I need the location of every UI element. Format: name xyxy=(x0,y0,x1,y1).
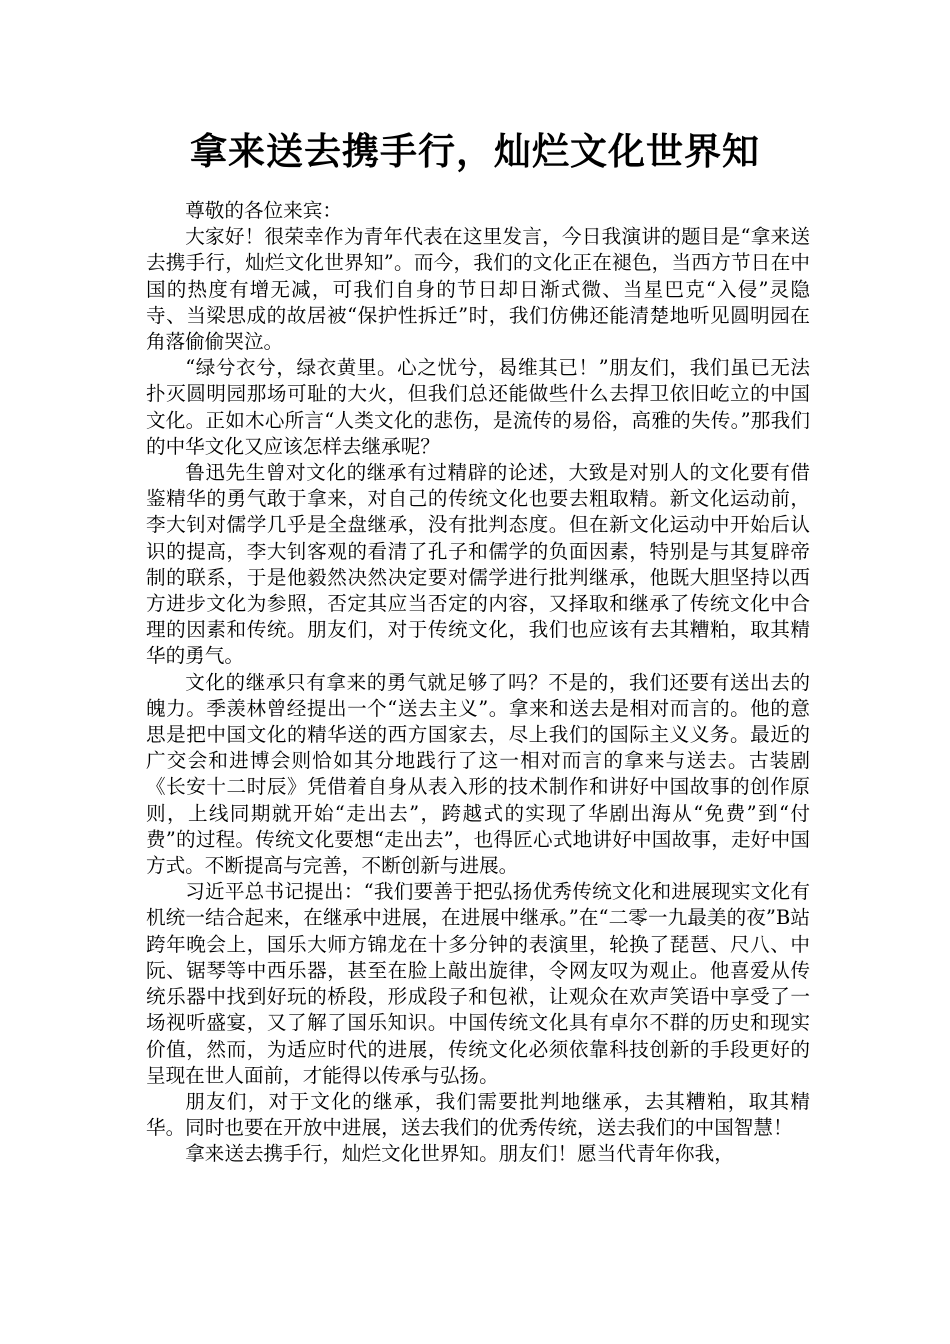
paragraph: “绿兮衣兮，绿衣黄里。心之忧兮，曷维其已！”朋友们，我们虽已无法扑灭圆明园那场可耻的大火，但我们总还能做些什么去捍卫依旧屹立的中国文化。正如木心所言“人类文化的悲伤，是流传的易俗，高雅的失传。”那我们的中华文化又应该怎样去继承呢？ xyxy=(146,356,810,458)
document-body xyxy=(146,198,810,1168)
paragraph: 鲁迅先生曾对文化的继承有过精辟的论述，大致是对别人的文化要有借鉴精华的勇气敢于拿来，对自己的传统文化也要去粗取精。新文化运动前，李大钊对儒学几乎是全盘继承，没有批判态度。但在新文化运动中开始后认识的提高，李大钊客观的看清了孔子和儒学的负面因素，特别是与其复辟帝制的联系，于是他毅然决然决定要对儒学进行批判继承，他既大胆坚持以西方进步文化为参照，否定其应当否定的内容，又择取和继承了传统文化中合理的因素和传统。朋友们，对于传统文化，我们也应该有去其糟粕，取其精华的勇气。 xyxy=(146,461,810,668)
paragraph: 拿来送去携手行，灿烂文化世界知。朋友们！愿当代青年你我， xyxy=(185,1142,734,1166)
paragraph: 文化的继承只有拿来的勇气就足够了吗？不是的，我们还要有送出去的魄力。季羡林曾经提出一个“送去主义”。拿来和送去是相对而言的。他的意思是把中国文化的精华送的西方国家去，尽上我们的国际主义义务。最近的广交会和进博会则恰如其分地践行了这一相对而言的拿来与送去。古装剧《长安十二时辰》凭借着自身从表入形的技术制作和讲好中国故事的创作原则，上线同期就开始“走出去”，跨越式的实现了华剧出海从“免费”到“付费”的过程。传统文化要想“走出去”，也得匠心式地讲好中国故事，走好中国方式。不断提高与完善，不断创新与进展。 xyxy=(146,670,810,878)
paragraph: 习近平总书记提出：“我们要善于把弘扬优秀传统文化和进展现实文化有机统一结合起来，在继承中进展，在进展中继承。”在“二零一九最美的夜”B站跨年晚会上，国乐大师方锦龙在十多分钟的表演里，轮换了琵琶、尺八、中阮、锯琴等中西乐器，甚至在脸上敲出旋律，令网友叹为观止。他喜爱从传统乐器中找到好玩的桥段，形成段子和包袱，让观众在欢声笑语中享受了一场视听盛宴，又了解了国乐知识。中国传统文化具有卓尔不群的历史和现实价值，然而，为适应时代的进展，传统文化必须依靠科技创新的手段更好的呈现在世人面前，才能得以传承与弘扬。 xyxy=(146,880,810,1087)
paragraph: 大家好！很荣幸作为青年代表在这里发言，今日我演讲的题目是“拿来送去携手行，灿烂文化世界知”。而今，我们的文化正在褪色，当西方节日在中国的热度有增无减，可我们自身的节日却日渐式微、当星巴克“入侵”灵隐寺、当梁思成的故居被“保护性拆迁”时，我们仿佛还能清楚地听见圆明园在角落偷偷哭泣。 xyxy=(146,225,810,354)
document-title: 拿来送去携手行，灿烂文化世界知 xyxy=(190,130,760,173)
paragraph: 朋友们，对于文化的继承，我们需要批判地继承，去其糟粕，取其精华。同时也要在开放中进展，送去我们的优秀传统，送去我们的中国智慧！ xyxy=(146,1089,810,1140)
paragraph-salutation: 尊敬的各位来宾： xyxy=(185,199,342,222)
